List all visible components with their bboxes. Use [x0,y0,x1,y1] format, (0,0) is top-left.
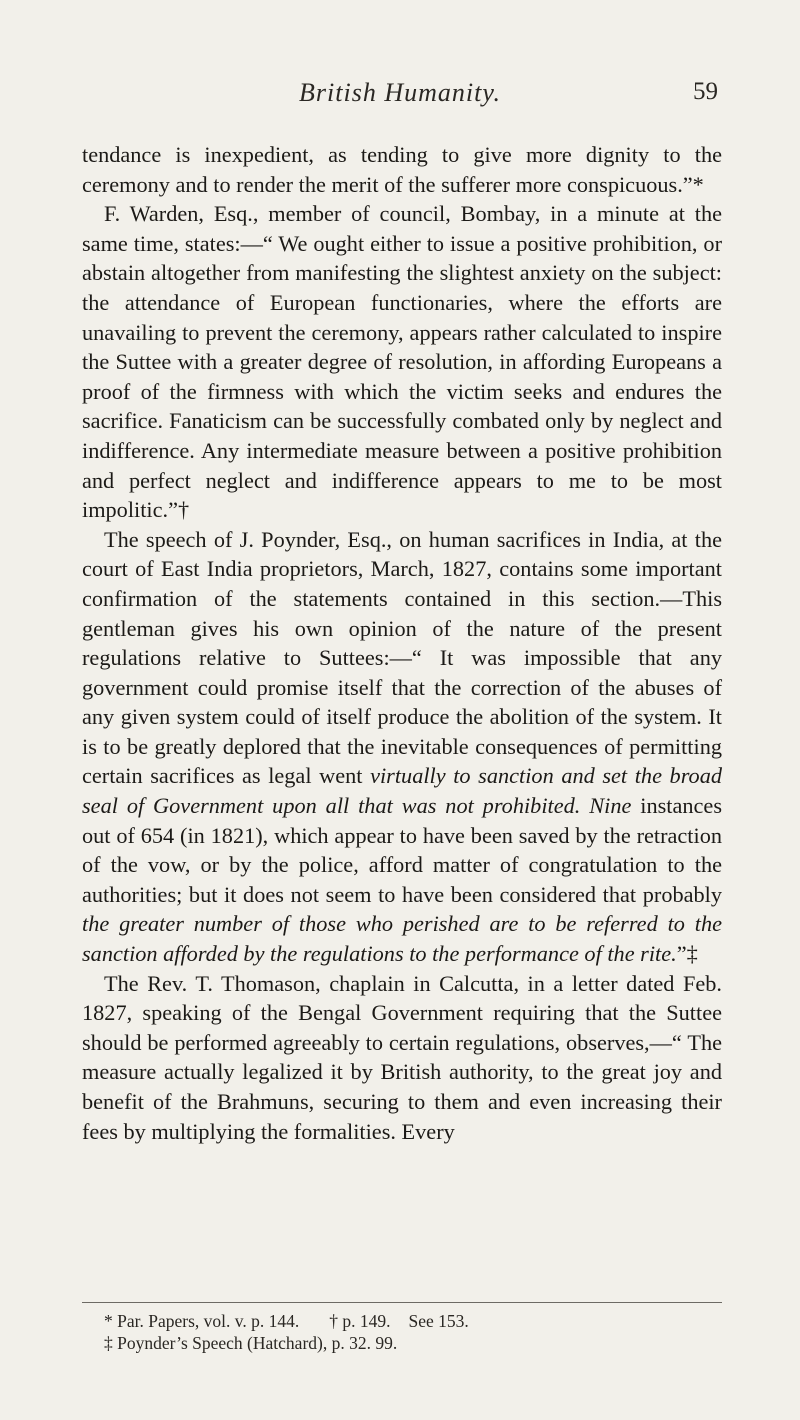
paragraph-3 [82,525,722,969]
paragraph-3-italic-3: the greater number of those who perished are to be referred to the sanction afforded by the regulations to the performance of the rite. [82,911,722,967]
footnote-see: See 153. [408,1311,469,1331]
page-number: 59 [693,78,718,105]
running-head [0,78,800,118]
footnote-double-dagger: ‡ Poynder’s Speech (Hatchard), p. 32. 99. [104,1333,398,1353]
paragraph-3-text-3: ”‡ [676,941,698,967]
paragraph-3-text-1: The speech of J. Poynder, Esq., on human sacrifices in India, at the court of East India proprietors, March, 1827, contains some important confirmation of the statements contained in this section.—This gentleman gives his own opinion of the nature of the present regulations relative to Suttees:—“ It was impossible that any government could promise itself that the correction of the abuses of any given system could of itself produce the abolition of the system. It is to be greatly deplored that the inevitable consequences of permitting certain sacrifices as legal went [82,526,722,789]
paragraph-3-italic-2: Nine [589,793,632,819]
paragraph-3-text-2: instances out of 654 (in 1821), which appear to have been saved by the retraction of the vow, or by the police, afford matter of congratulation to the authorities; but it does not seem to have been considered that probably [82,793,723,907]
paragraph-2-text: F. Warden, Esq., member of council, Bombay, in a minute at the same time, states:—“ We ought either to issue a positive prohibition, or abstain altogether from manifesting the slightest anxiety on the subject: the attendance of European functionaries, where the efforts are unavailing to prevent the ceremony, appears rather calculated to inspire the Suttee with a greater degree of resolution, in affording Europeans a proof of the firmness with which the victim seeks and endures the sacrifice. Fanaticism can be successfully combated only by neglect and indifference. Any intermediate measure between a positive prohibition and perfect neglect and indifference appears to me to be most impolitic.”† [82,201,722,523]
paragraph-2 [82,199,722,525]
paragraph-4-text: The Rev. T. Thomason, chaplain in Calcutta, in a letter dated Feb. 1827, speaking of the Bengal Government requiring that the Suttee should be performed agreeably to certain regulations, observes,—“ The measure actually legalized it by British authority, to the great joy and benefit of the Brahmuns, securing to them and even increasing their fees by multiplying the formalities. Every [82,970,722,1144]
paragraph-4 [82,969,722,1147]
paragraph-3-space [580,793,589,818]
footnote-star: * Par. Papers, vol. v. p. 144. [104,1311,300,1331]
footnotes [104,1310,704,1354]
body-text [82,140,722,1146]
paragraph-3-italic-1: virtually to sanction and set the broad seal of Government upon all that was not prohibited. [82,763,723,819]
footnote-dagger: † p. 149. [329,1311,391,1331]
footnote-line-2 [104,1332,704,1354]
footnote-line-1 [104,1310,704,1332]
running-title: British Humanity. [299,78,501,107]
paragraph-1-text: tendance is inexpedient, as tending to give more dignity to the ceremony and to render the merit of the sufferer more conspicuous.”* [82,142,722,197]
footnote-rule [82,1302,722,1303]
paragraph-1 [82,140,722,199]
